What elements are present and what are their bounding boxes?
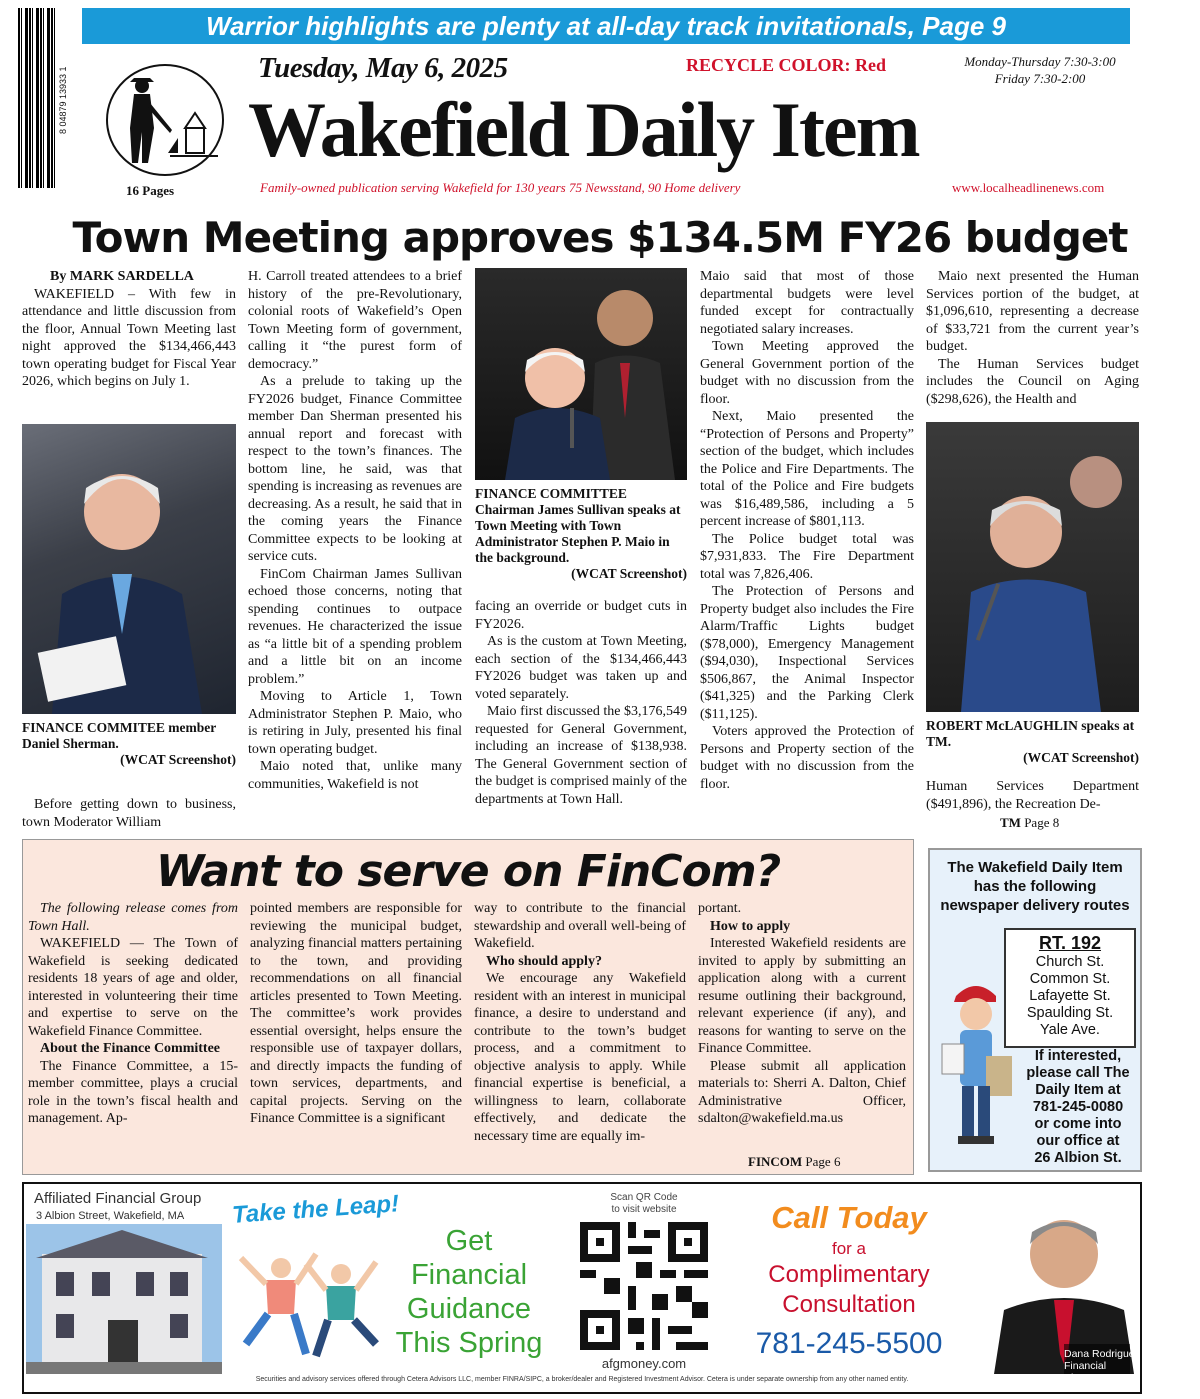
cta-line: or come into — [1034, 1116, 1122, 1132]
ad-call-block — [724, 1198, 974, 1368]
route-street: Church St. — [1035, 954, 1105, 970]
fincom-paragraph: portant. — [698, 901, 742, 916]
delivery-heading — [930, 858, 1140, 915]
story-column-5-bottom — [926, 778, 1139, 813]
person-illustration — [475, 268, 687, 480]
story-paragraph: Moving to Article 1, Town Administrator Stephen P. Maio, who is retiring in July, presented his final town operating budget. — [248, 689, 462, 757]
fincom-column-1 — [28, 900, 238, 1128]
hours-weekdays: Monday-Thursday 7:30-3:00 — [964, 54, 1116, 69]
delivery-heading-line: The Wakefield Daily Item — [947, 859, 1123, 876]
ad-offer-line: Consultation — [782, 1291, 916, 1318]
fincom-paragraph: WAKEFIELD — The Town of Wakefield is seeking dedicated residents 18 years of age and older, interested in volunteering their time and expertise to serve on the Wakefield Finance Committee. — [28, 936, 238, 1039]
ad-guidance — [374, 1224, 564, 1360]
story-column-1-bottom — [22, 796, 236, 831]
ad-leap: Take the Leap! — [231, 1190, 400, 1229]
qr-label-line: to visit website — [611, 1204, 677, 1215]
story-column-2 — [248, 268, 462, 793]
guidance-line: This Spring — [395, 1327, 543, 1359]
fincom-jump[interactable] — [748, 1154, 840, 1170]
story-paragraph: facing an override or budget cuts in FY2026. — [475, 599, 687, 632]
story-paragraph: Maio noted that, unlike many communities, Wakefield is not — [248, 759, 462, 792]
advisor-portrait — [984, 1194, 1134, 1374]
fincom-column-4 — [698, 900, 906, 1128]
photo-credit: (WCAT Screenshot) — [571, 566, 687, 581]
barcode — [18, 8, 58, 188]
story-column-4 — [700, 268, 914, 793]
afg-advertisement[interactable] — [22, 1182, 1142, 1394]
jumping-people-illustration — [236, 1244, 386, 1374]
fincom-paragraph: We encourage any Wakefield resident with an interest in municipal finance, a desire to understand and contribute to the town’s budget process, and a commitment to objective analysis to apply. While financial expertise is beneficial, a willingness to learn, collaborate effectively, and dedicate the necessary time are equally im- — [474, 971, 686, 1144]
ad-address: 3 Albion Street, Wakefield, MA — [36, 1210, 185, 1222]
story-paragraph: Maio said that most of those departmental budgets were level funded except for contractually negotiated salary increases. — [700, 269, 914, 337]
barcode-number: 8 04879 13933 1 — [58, 66, 68, 134]
story-paragraph: H. Carroll treated attendees to a brief history of the pre-Revolutionary, colonial roots of Wakefield’s Open Town Meeting form of government, calling it “the purest form of democracy.” — [248, 269, 462, 372]
story-paragraph: As is the custom at Town Meeting, each section of the $134,466,443 FY2026 budget was taken up and voted separately. — [475, 634, 687, 702]
fincom-subhead: Who should apply? — [486, 953, 602, 969]
route-street: Lafayette St. — [1029, 988, 1111, 1004]
photo-daniel-sherman — [22, 424, 236, 714]
jump-label: TM — [1000, 815, 1021, 830]
story-paragraph: Human Services Department ($491,896), the Recreation De- — [926, 779, 1139, 812]
photo-credit: (WCAT Screenshot) — [1023, 750, 1139, 765]
caption-mclaughlin — [926, 718, 1139, 766]
ad-disclaimer: Securities and advisory services offered through Cetera Advisors LLC, member FINRA/SIPC, a broker/dealer and Registered Investment Advisor. Cetera is under separate ownership from any other named entity. — [255, 1376, 909, 1383]
qr-site[interactable]: afgmoney.com — [601, 1356, 687, 1371]
fincom-column-2 — [250, 900, 462, 1128]
tagline: Family-owned publication serving Wakefield for 130 years 75 Newsstand, 90 Home delivery — [260, 180, 741, 195]
route-card — [1004, 928, 1136, 1048]
recycle-color: RECYCLE COLOR: Red — [686, 55, 887, 75]
minuteman-logo — [100, 58, 230, 178]
fincom-paragraph: Please submit all application materials to: Sherri A. Dalton, Chief Administrative Officer, sdalton@wakefield.ma.us — [698, 1058, 906, 1126]
website-link[interactable]: www.localheadlinenews.com — [952, 180, 1105, 195]
issue-date: Tuesday, May 6, 2025 — [258, 52, 508, 84]
fincom-headline: Want to serve on FinCom? — [155, 846, 781, 897]
story-column-1 — [22, 268, 236, 391]
fincom-subhead: How to apply — [710, 918, 791, 934]
lead-headline: Town Meeting approves $134.5M FY26 budget — [72, 213, 1128, 262]
fincom-subhead: About the Finance Committee — [40, 1041, 221, 1056]
qr-label — [576, 1192, 712, 1216]
advisor-title: Financial Planner — [1064, 1360, 1107, 1384]
ad-company: Affiliated Financial Group — [34, 1190, 202, 1207]
masthead: Wakefield Daily Item — [248, 86, 919, 173]
advisor-name: Dana Rodrigues — [1064, 1348, 1140, 1360]
story-paragraph: Maio next presented the Human Services portion of the budget, at $1,096,610, representing a decrease of $33,721 from the current year’s budget. — [926, 269, 1139, 354]
fincom-paragraph: Interested Wakefield residents are invited to apply by submitting an application along with a current resume outlining their background, relevant experience (if any), and reasons for wanting to serve on the Finance Committee. — [698, 936, 906, 1056]
ad-call-today: Call Today — [771, 1200, 927, 1235]
delivery-cta — [1018, 1048, 1138, 1167]
guidance-line: Financial — [410, 1259, 528, 1291]
photo-credit: (WCAT Screenshot) — [120, 752, 236, 767]
jump-label: FINCOM — [748, 1154, 803, 1169]
story-jump[interactable] — [1000, 815, 1059, 831]
cta-line: Daily Item at — [1035, 1082, 1121, 1098]
guidance-line: Get — [445, 1225, 493, 1257]
caption-sullivan — [475, 486, 687, 582]
delivery-routes-box — [928, 848, 1142, 1172]
qr-code[interactable] — [580, 1222, 708, 1350]
story-column-5 — [926, 268, 1139, 408]
cta-line: please call The — [1026, 1065, 1130, 1081]
story-column-3 — [475, 598, 687, 808]
office-building-image — [26, 1224, 222, 1374]
route-street: Spaulding St. — [1026, 1005, 1114, 1021]
story-paragraph: FinCom Chairman James Sullivan echoed those concerns, noting that spending continues to outpace revenues. He characterized the issue as “a little bit of a spending problem and a little bit on an income problem.” — [248, 566, 462, 687]
story-paragraph: Voters approved the Protection of Persons and Property section of the budget with no discussion from the floor. — [700, 724, 914, 792]
story-paragraph: The Protection of Persons and Property budget also includes the Fire Alarm/Traffic Lights budget ($78,000), Emergency Management ($94,030), Inspectional Services $506,867, the Animal Inspector ($41,325) and the Parking Clerk ($11,125). — [700, 584, 914, 722]
jump-page: Page 6 — [802, 1154, 841, 1169]
person-illustration — [22, 424, 236, 714]
story-paragraph: WAKEFIELD – With few in attendance and little discussion from the floor, Annual Town Meeting last night approved the $134,466,443 town operating budget for Fiscal Year 2026, which begins on July 1. — [22, 286, 236, 389]
promo-banner[interactable]: Warrior highlights are plenty at all-day track invitationals, Page 9 — [82, 8, 1130, 44]
story-paragraph: Town Meeting approved the General Government portion of the budget with no discussion from the floor. — [700, 339, 914, 407]
story-paragraph: The Police budget total was $7,931,833. The Fire Department total was 7,826,406. — [700, 531, 914, 582]
qr-label-line: Scan QR Code — [610, 1192, 678, 1203]
ad-phone[interactable]: 781-245-5500 — [755, 1327, 943, 1360]
fincom-paragraph: The Finance Committee, a 15-member committee, plays a crucial role in the town’s fiscal health and management. Ap- — [28, 1058, 238, 1126]
story-paragraph: Before getting down to business, town Moderator William — [22, 797, 236, 830]
caption-text: FINANCE COMMITEE member Daniel Sherman. — [22, 720, 216, 751]
route-street: Yale Ave. — [1040, 1022, 1100, 1038]
cta-line: our office at — [1036, 1133, 1120, 1149]
route-number: RT. 192 — [1038, 933, 1102, 953]
byline: By MARK SARDELLA — [50, 269, 194, 284]
delivery-heading-line: newspaper delivery routes — [940, 897, 1130, 914]
photo-james-sullivan — [475, 268, 687, 480]
fincom-paragraph: way to contribute to the financial stewardship and overall well-being of Wakefield. — [474, 901, 686, 951]
person-illustration — [926, 422, 1139, 712]
route-street: Common St. — [1029, 971, 1111, 987]
caption-text: FINANCE COMMITTEE Chairman James Sullivan speaks at Town Meeting with Town Administrator Stephen P. Maio in the background. — [475, 486, 681, 565]
fincom-intro: The following release comes from Town Hall. — [28, 901, 238, 934]
fincom-paragraph: pointed members are responsible for reviewing the municipal budget, analyzing financial matters pertaining to the town, and providing recommendations on all financial articles presented to Town Meeting. The committee’s work provides essential oversight, helps ensure the responsible use of taxpayer dollars, and directly impacts the funding of town services, departments, and capital projects. Serving on the Finance Committee is a significant — [250, 901, 462, 1126]
ad-offer-line: Complimentary — [768, 1261, 930, 1288]
cta-line: If interested, — [1034, 1048, 1122, 1064]
cta-phone[interactable]: 781-245-0080 — [1032, 1099, 1124, 1115]
guidance-line: Guidance — [406, 1293, 532, 1325]
ad-for-a: for a — [831, 1239, 867, 1258]
delivery-heading-line: has the following — [973, 878, 1097, 895]
fincom-column-3 — [474, 900, 686, 1145]
jump-page: Page 8 — [1020, 815, 1060, 830]
story-paragraph: Maio first discussed the $3,176,549 requested for General Government, including an increase of $138,938. The General Government section of the budget is comprised mainly of the departments at Town Hall. — [475, 704, 687, 807]
cta-line: 26 Albion St. — [1034, 1150, 1122, 1166]
page-count: 16 Pages — [126, 183, 175, 198]
photo-robert-mclaughlin — [926, 422, 1139, 712]
caption-sherman — [22, 720, 236, 768]
story-paragraph: As a prelude to taking up the FY2026 budget, Finance Committee member Dan Sherman presented his annual report and forecast with respect to the town’s finances. The bottom line, he said, was that spending is increasing as revenues are decreasing. As a result, he said that in the coming years the Finance Committee expects to be looking at service cuts. — [248, 374, 462, 564]
story-paragraph: The Human Services budget includes the Council on Aging ($298,626), the Health and — [926, 356, 1139, 407]
hours-friday: Friday 7:30-2:00 — [994, 71, 1086, 86]
caption-text: ROBERT McLAUGHLIN speaks at TM. — [926, 718, 1135, 749]
story-paragraph: Next, Maio presented the “Protection of Persons and Property” section of the budget, which includes the Police and Fire Departments. The total of the Police and Fire budgets was $16,489,586, including a 5 percent increase of $801,113. — [700, 409, 914, 529]
